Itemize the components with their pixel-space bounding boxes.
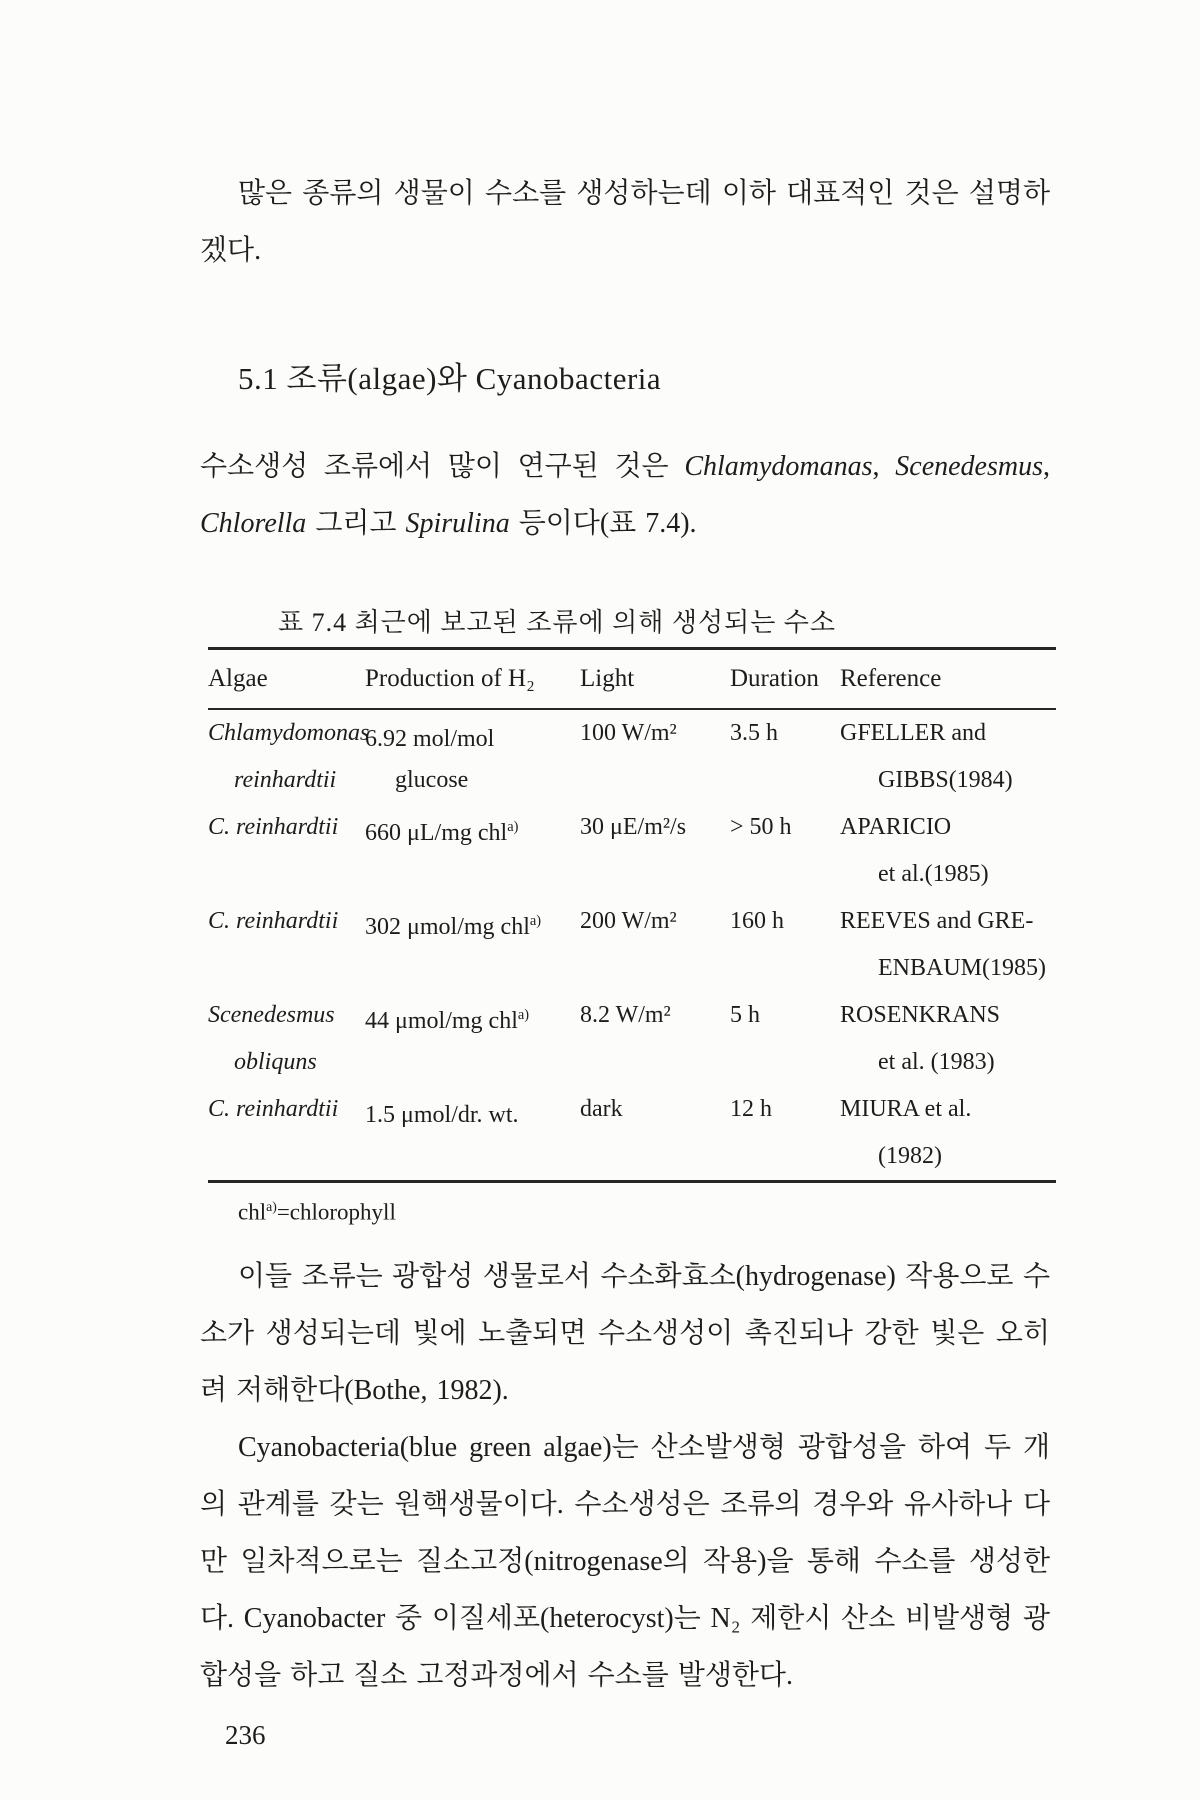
cell-duration: 12 h <box>730 1096 772 1122</box>
chlorophyll-footnote <box>238 1199 1056 1226</box>
footnote-marker: a) <box>529 913 542 929</box>
table-caption: 표 7.4 최근에 보고된 조류에 의해 생성되는 수소 <box>277 608 837 637</box>
page-number: 236 <box>225 1719 266 1750</box>
production-value: 302 μmol/mg chl <box>365 914 530 940</box>
algae-paragraph-text: 수소생성 조류에서 많이 연구된 것은 <box>200 451 685 482</box>
table-row <box>208 710 1056 804</box>
table-header-row <box>208 650 1056 708</box>
cell-reference: REEVES and GRE- ENBAUM(1985) <box>840 908 1046 981</box>
species-name-chlamydomanas: Chlamydomanas <box>684 451 873 482</box>
table-bottom-rule <box>208 1180 1056 1183</box>
discussion-paragraphs <box>200 1248 1050 1704</box>
production-value: 44 μmol/mg chl <box>365 1008 518 1034</box>
cell-production <box>365 898 580 992</box>
footnote-base: chl <box>238 1199 267 1225</box>
species-name-scenedesmus: Scenedesmus <box>895 451 1043 482</box>
header-cell-algae: Algae <box>208 665 268 692</box>
cell-reference: MIURA et al. (1982) <box>840 1096 972 1169</box>
cyanobacteria-paragraph: Cyanobacteria(blue green algae)는 산소발생형 광합성을 하여 두 개의 관계를 갖는 원핵생물이다. 수소생성은 조류의 경우와 유사하나 다만 일차적으로는 질소고정(nitrogenase의 작용)을 통해 수소를 생성한다. Cyanobacter 중 이질세포(heterocyst)는 N₂ 제한시 산소 비발생형 광합성을 하고 질소 고정과정에서 수소를 발생한다. <box>200 1431 1050 1691</box>
table-row <box>208 804 1056 898</box>
cell-duration: 160 h <box>730 908 784 934</box>
table-row <box>208 1086 1056 1180</box>
cell-reference: APARICIO et al.(1985) <box>840 814 989 887</box>
production-value: 6.92 mol/mol <box>365 726 495 752</box>
table-row <box>208 992 1056 1086</box>
footnote-marker: a) <box>507 819 519 835</box>
cell-duration: 3.5 h <box>730 720 778 746</box>
cell-algae: Chlamydomonas reinhardtii <box>208 720 370 793</box>
cell-algae: C. reinhardtii <box>208 908 339 934</box>
hydrogenase-paragraph: 이들 조류는 광합성 생물로서 수소화효소(hydrogenase) 작용으로 수소가 생성되는데 빛에 노출되면 수소생성이 촉진되나 강한 빛은 오히려 저해한다(Bothe, 1982). <box>200 1260 1050 1406</box>
production-value: 660 μL/mg chl <box>365 820 508 846</box>
production-value: 1.5 μmol/dr. wt. <box>365 1102 519 1128</box>
conjunction: 그리고 <box>306 508 406 539</box>
species-name-spirulina: Spirulina <box>405 508 510 539</box>
header-cell-light: Light <box>580 665 635 692</box>
cell-duration: > 50 h <box>730 814 792 840</box>
cell-light: 100 W/m² <box>580 720 677 746</box>
algae-paragraph <box>200 438 1050 552</box>
section-heading: 5.1 조류(algae)와 Cyanobacteria <box>238 361 662 396</box>
cell-production <box>365 1086 580 1180</box>
cell-algae: C. reinhardtii <box>208 1096 339 1122</box>
footnote-marker: a) <box>266 1199 277 1214</box>
separator: , <box>1043 451 1050 482</box>
cell-reference: GFELLER and GIBBS(1984) <box>840 720 1013 793</box>
footnote-definition: =chlorophyll <box>276 1199 396 1225</box>
cell-algae: Scenedesmus obliquns <box>208 1002 335 1075</box>
cell-light: dark <box>580 1096 623 1122</box>
cell-duration: 5 h <box>730 1002 760 1028</box>
cell-production: 6.92 mol/mol glucose <box>365 726 495 793</box>
header-cell-production: Production of H₂ <box>365 665 535 692</box>
separator: , <box>872 451 896 482</box>
header-cell-duration: Duration <box>730 665 819 692</box>
cell-reference: ROSENKRANS et al. (1983) <box>840 1002 1001 1075</box>
table-reference-text: 등이다(표 7.4). <box>509 508 697 539</box>
cell-light: 8.2 W/m² <box>580 1002 671 1028</box>
cell-light: 30 μE/m²/s <box>580 814 687 840</box>
cell-light: 200 W/m² <box>580 908 677 934</box>
footnote-marker: a) <box>517 1007 530 1023</box>
cell-production <box>365 804 580 898</box>
species-name-chlorella: Chlorella <box>200 508 307 539</box>
header-cell-reference: Reference <box>840 665 942 692</box>
cell-production <box>365 992 580 1086</box>
intro-paragraph: 많은 종류의 생물이 수소를 생성하는데 이하 대표적인 것은 설명하겠다. <box>200 178 1050 266</box>
table-row <box>208 898 1056 992</box>
table-7-4 <box>208 602 1056 1226</box>
cell-algae: C. reinhardtii <box>208 814 339 840</box>
